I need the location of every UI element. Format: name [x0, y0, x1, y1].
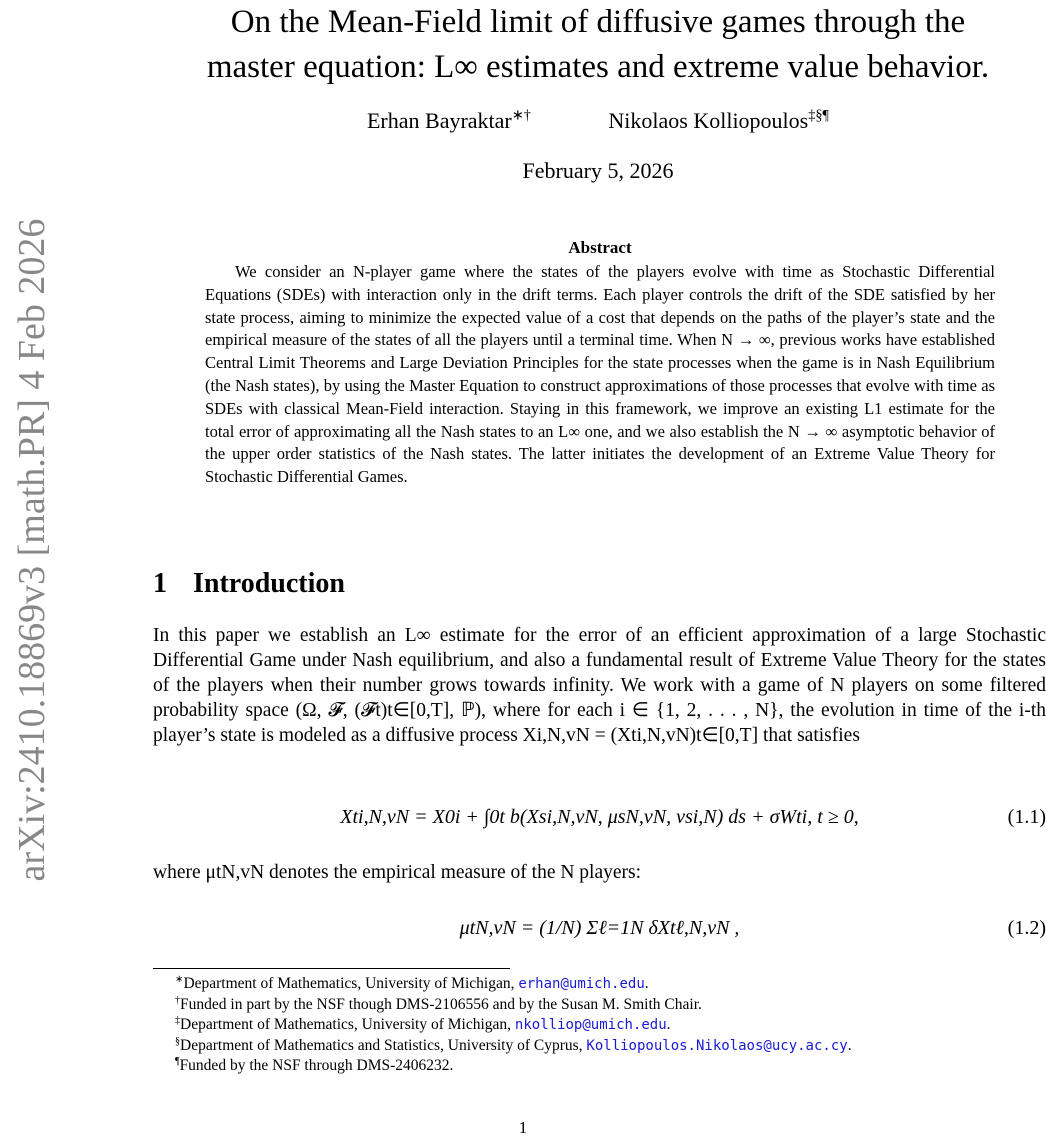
footnote-4-text: Department of Mathematics and Statistics, University of Cyprus, — [180, 1037, 587, 1055]
equation-1-1-body: Xti,N,vN = X0i + ∫0t b(Xsi,N,vN, μsN,vN, vsi,N) ds + σWti, t ≥ 0, — [340, 806, 859, 828]
footnote-5-text: Funded by the NSF through DMS-2406232. — [179, 1057, 454, 1075]
footnote-1-email-link[interactable]: erhan@umich.edu — [518, 976, 645, 993]
equation-1-2-body: μtN,vN = (1/N) Σℓ=1N δXtℓ,N,vN , — [459, 917, 740, 939]
equation-1-1-tag: (1.1) — [1007, 806, 1046, 828]
title-line-2: master equation: L∞ estimates and extreme value behavior. — [206, 49, 990, 85]
footnote-2-text: Funded in part by the NSF though DMS-2106556 and by the Susan M. Smith Chair. — [180, 996, 702, 1014]
footnote-4-end: . — [847, 1037, 852, 1055]
abstract-text: We consider an N-player game where the states of the players evolve with time as Stochastic Differential Equations (SDEs) with interaction only in the drift terms. Each player controls the drift of the SDE satisfied by her state process, aiming to minimize the expected value of a cost that depends on the paths of the player’s state and the empirical measure of the states of all the players until a terminal time. When N → ∞, previous works have established Central Limit Theorems and Large Deviation Principles for the state processes when the game is in Nash Equilibrium (the Nash states), by using the Master Equation to construct approximations of those processes that evolve with time as SDEs with classical Mean-Field interaction. Staying in this framework, we improve an existing L1 estimate for the total error of approximating all the Nash states to an L∞ one, and we also establish the N → ∞ asymptotic behavior of the upper order statistics of the Nash states. The latter initiates the development of an Extreme Value Theory for Stochastic Differential Games. — [205, 262, 995, 487]
author-1 — [367, 108, 531, 133]
footnote-4-email-link[interactable]: Kolliopoulos.Nikolaos@ucy.ac.cy — [586, 1038, 848, 1055]
footnote-3 — [175, 1015, 671, 1034]
intro-paragraph: In this paper we establish an L∞ estimate for the error of an efficient approximation of a large Stochastic Differential Game under Nash equilibrium, and also a fundamental result of Extreme Value Theory for the states of the players when their number grows towards infinity. We work with a game of N players on some filtered probability space (Ω, 𝓕, (𝓕t)t∈[0,T], ℙ), where for each i ∈ {1, 2, . . . , N}, the evolution in time of the i-th player’s state is modeled as a diffusive process Xi,N,vN = (Xti,N,vN)t∈[0,T] that satisfies — [153, 625, 1046, 746]
footnote-3-mark: ‡ — [175, 1015, 181, 1026]
footnote-1-text: Department of Mathematics, University of Michigan, — [183, 975, 519, 993]
footnote-rule — [153, 968, 510, 969]
author-1-marks: ∗† — [511, 108, 531, 124]
footnote-5-mark: ¶ — [175, 1056, 180, 1067]
footnote-2-mark: † — [175, 995, 181, 1006]
footnote-4-mark: § — [175, 1036, 181, 1047]
footnote-1 — [175, 974, 649, 993]
footnote-3-email-link[interactable]: nkolliop@umich.edu — [514, 1017, 667, 1034]
author-2 — [608, 108, 829, 133]
arxiv-identifier: arXiv:2410.18869v3 [math.PR] 4 Feb 2026 — [11, 218, 53, 882]
section-number: 1 — [153, 568, 167, 599]
author-list — [150, 108, 1046, 134]
paper-date: February 5, 2026 — [522, 158, 674, 183]
paper-title — [150, 0, 1046, 90]
equation-1-2-tag: (1.2) — [1007, 917, 1046, 939]
between-text: where μtN,vN denotes the empirical measure of the N players: — [153, 862, 642, 883]
footnote-3-text: Department of Mathematics, University of Michigan, — [180, 1016, 515, 1034]
footnote-1-mark: ∗ — [175, 974, 184, 985]
section-heading — [153, 568, 345, 600]
footnote-3-end: . — [666, 1016, 671, 1034]
footnote-5 — [175, 1056, 453, 1075]
page-number: 1 — [518, 1118, 528, 1137]
author-2-name: Nikolaos Kolliopoulos — [608, 108, 809, 134]
footnote-4 — [175, 1036, 852, 1055]
title-line-1: On the Mean-Field limit of diffusive games through the — [230, 4, 966, 40]
section-title: Introduction — [193, 568, 345, 599]
author-1-name: Erhan Bayraktar — [366, 108, 512, 134]
abstract-heading: Abstract — [568, 238, 632, 257]
footnote-2 — [175, 995, 702, 1014]
footnote-1-end: . — [644, 975, 649, 993]
author-2-marks: ‡§¶ — [808, 108, 830, 124]
